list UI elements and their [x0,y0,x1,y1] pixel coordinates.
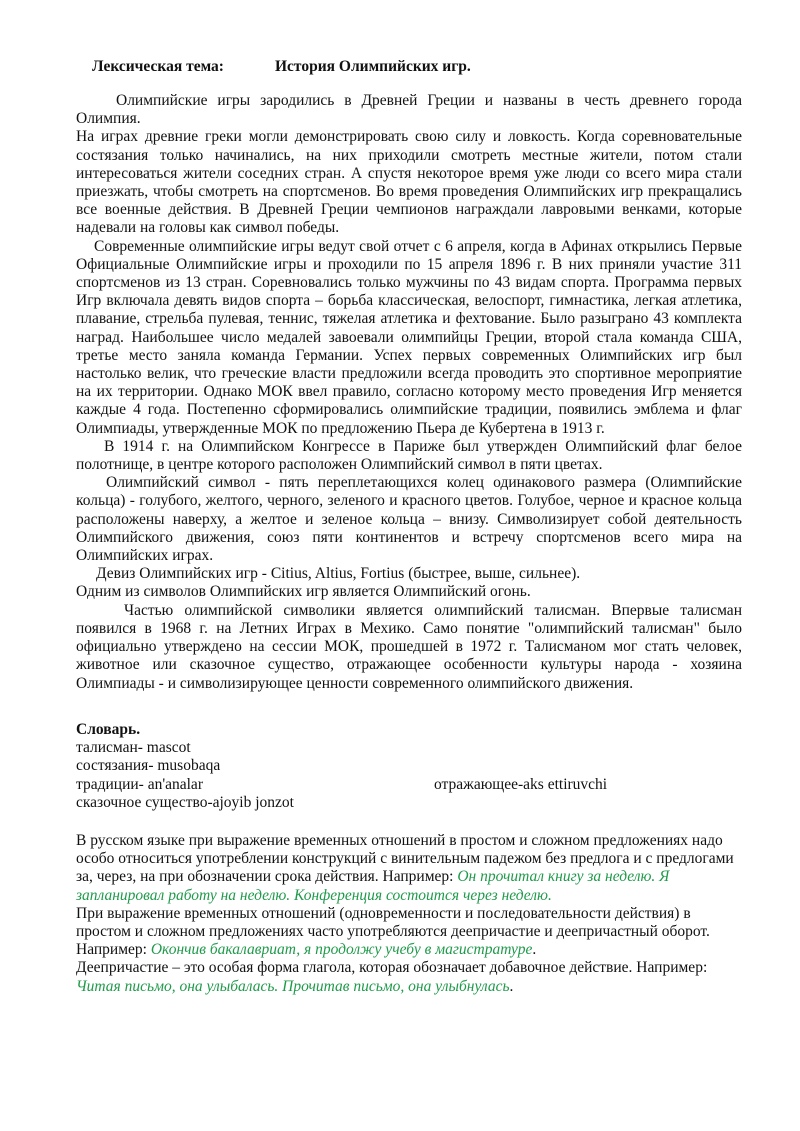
lexical-topic-header [92,58,732,78]
topic-title: История Олимпийских игр. [275,58,471,75]
example-sentences: Он прочитал книгу за неделю. Я запланировал работу на неделю. Конференция состоится через неделю. [76,868,670,904]
punctuation: . [509,977,514,995]
paragraph-origin: Олимпийские игры зародились в Древней Греции и названы в честь древнего города Олимпия. [76,92,742,128]
vocab-item [76,794,742,812]
paragraph-ancient-games: На играх древние греки могли демонстрировать свою силу и ловкость. Когда соревновательные состязания только начинались, на них приходили смотреть местные жители, потом стали интересоваться жители соседних стран. А спустя некоторое время уже люди со всего мира стали приезжать, чтобы смотреть на спортсменов. Во время проведения Олимпийских игр прекращались все военные действия. В Древней Греции чемпионов награждали лавровыми венками, которые надевали на головы как символ победы. [76,128,742,237]
grammar-paragraph-gerund-usage [76,905,742,960]
paragraph-modern-games: Современные олимпийские игры ведут свой отчет с 6 апреля, когда в Афинах открылись Первые Официальные Олимпийские игры и проходили по 15 апреля 1896 г. В них приняли участие 311 спортсменов из 13 стран. Соревновались только мужчины по 43 видам спорта. Программа первых Игр включала девять видов спорта – борьба классическая, велоспорт, гимнастика, легкая атлетика, плавание, стрельба пулевая, теннис, тяжелая атлетика и фехтование. Было разыграно 43 комплекта наград. Наибольшее число медалей завоевали олимпийцы Греции, второй стала команда США, третье место заняла команда Германии. Успех первых современных Олимпийских игр был настолько велик, что греческие власти предложили всегда проводить это спортивное мероприятие на их территории. Однако МОК ввел правило, согласно которому место проведения Игр меняется каждые 4 года. Постепенно сформировались олимпийские традиции, появились эмблема и флаг Олимпиады, утвержденные МОК по предложению Пьера де Кубертена в 1913 г. [76,237,742,437]
vocab-item [76,739,742,757]
vocabulary-section [76,721,742,812]
vocab-term: сказочное существо-ajoyib jonzot [76,793,294,811]
grammar-text: При выражение временных отношений (одновременности и последовательности действия) в простом и сложном предложениях часто употребляются деепричастие и деепричастный оборот. Например: [76,904,710,959]
vocab-term: традиции- an'analar [76,775,203,793]
paragraph-motto: Девиз Олимпийских игр - Citius, Altius, Fortius (быстрее, выше, сильнее). [96,565,581,583]
vocabulary-title: Словарь. [76,721,141,738]
vocab-item [76,757,742,775]
paragraph-symbol: Олимпийский символ - пять переплетающихся колец одинакового размера (Олимпийские кольца) - голубого, желтого, черного, зеленого и красного цветов. Голубое, черное и красное кольца расположены наверху, а желтое и зеленое кольца – внизу. Символизирует собой деятельность Олимпийского движения, союз пяти континентов и встречу спортсменов всего мира на Олимпийских играх. [76,474,742,565]
grammar-paragraph-gerund-definition [76,959,742,995]
punctuation: . [532,941,537,959]
paragraph-flag: В 1914 г. на Олимпийском Конгрессе в Париже был утвержден Олимпийский флаг белое полотнище, в центре которого расположен Олимпийский символ в пяти цветах. [76,437,742,474]
topic-label: Лексическая тема: [92,58,224,75]
vocab-term: отражающее-aks ettiruvchi [434,775,608,793]
example-sentences: Читая письмо, она улыбалась. Прочитав письмо, она улыбнулась [76,977,510,995]
vocab-term: состязания- musobaqa [76,757,221,775]
vocab-item [76,776,742,794]
vocab-term: талисман- mascot [76,739,191,757]
main-text [76,92,742,693]
paragraph-fire: Одним из символов Олимпийских игр является Олимпийский огонь. [76,583,531,601]
grammar-section [76,832,742,996]
grammar-paragraph-time-expressions [76,832,742,905]
grammar-text: Деепричастие – это особая форма глагола, которая обозначает добавочное действие. Например: [76,959,708,977]
paragraph-mascot: Частью олимпийской символики является олимпийский талисман. Впервые талисман появился в 1968 г. на Летних Играх в Мехико. Само понятие "олимпийский талисман" было официально утверждено на сессии МОК, прошедшей в 1972 г. Талисманом мог стать человек, животное или сказочное существо, отражающее особенности культуры народа - хозяина Олимпиады - и символизирующее ценности современного олимпийского движения. [76,601,742,692]
example-sentences: Окончив бакалавриат, я продолжу учебу в магистратуре [150,941,533,959]
grammar-text: В русском языке при выражение временных отношений в простом и сложном предложениях надо особо относиться употреблении конструкций с винительным падежом без предлога и с предлогами за, через, на при обозначении срока действия. Например: [76,832,734,886]
